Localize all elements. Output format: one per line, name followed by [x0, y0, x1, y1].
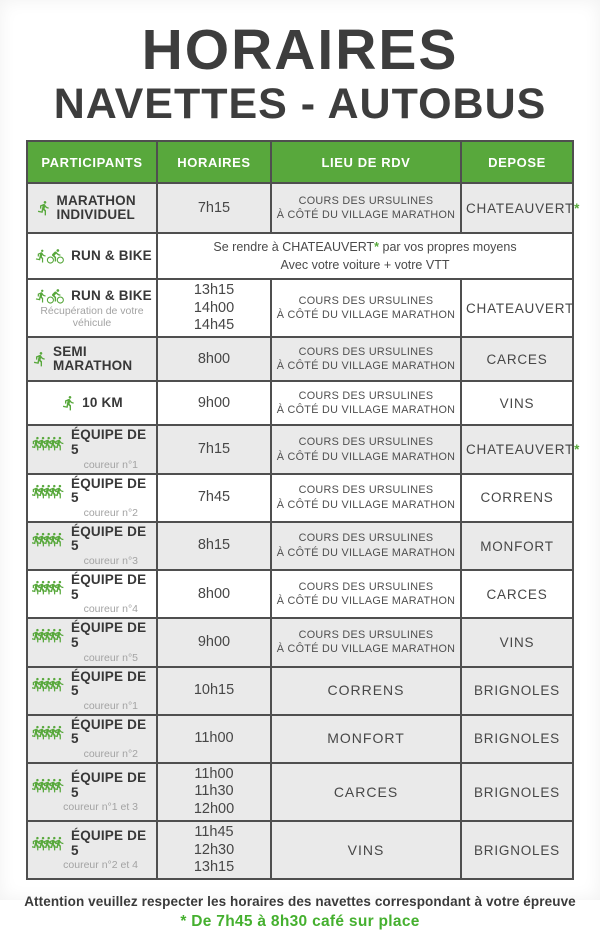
- depose: CARCES: [486, 351, 548, 367]
- table-row: [27, 183, 573, 233]
- time: 8h15: [197, 537, 231, 554]
- time: 7h15: [197, 440, 231, 457]
- note-line2: Avec votre voiture + votre VTT: [280, 258, 450, 273]
- table-row: [27, 763, 573, 821]
- depose: MONFORT: [480, 538, 554, 554]
- header-row: [27, 141, 573, 183]
- depose: CORRENS: [480, 490, 554, 506]
- runner-icon: [36, 200, 52, 216]
- depose: BRIGNOLES: [474, 731, 560, 747]
- asterisk: *: [574, 200, 581, 216]
- note-line1: Se rendre à CHATEAUVERT* par vos propres moyens: [213, 240, 517, 255]
- time: 13h15: [193, 858, 235, 875]
- page-title: HORAIRES: [141, 18, 459, 82]
- participant-subtitle: coureur n°2: [83, 506, 138, 519]
- lieu-line2: À CÔTÉ DU VILLAGE MARATHON: [276, 404, 456, 417]
- team-icon: [32, 532, 66, 547]
- depose: BRIGNOLES: [474, 842, 560, 858]
- participant-title: ÉQUIPE DE 5: [71, 668, 147, 699]
- participant-title: SEMI MARATHON: [53, 343, 133, 374]
- participant-subtitle: coureur n°5: [83, 651, 138, 664]
- time: 8h00: [197, 585, 231, 602]
- table-row: [27, 570, 573, 618]
- footer-asterisk-note: * De 7h45 à 8h30 café sur place: [180, 913, 420, 931]
- participant-subtitle: coureur n°2 et 4: [63, 859, 138, 872]
- participant-title: RUN & BIKE: [71, 248, 152, 263]
- table-row: [27, 337, 573, 381]
- participant-title: 10 KM: [82, 395, 123, 411]
- participant-subtitle: coureur n°1: [83, 699, 138, 712]
- team-icon: [32, 778, 66, 793]
- lieu-line2: À CÔTÉ DU VILLAGE MARATHON: [276, 595, 456, 608]
- time: 7h15: [197, 199, 231, 216]
- asterisk: *: [574, 442, 581, 458]
- participant-title: RUN & BIKE: [71, 288, 152, 304]
- table-row: [27, 233, 573, 279]
- lieu-line2: À CÔTÉ DU VILLAGE MARATHON: [276, 209, 456, 222]
- header-participants: PARTICIPANTS: [27, 141, 157, 183]
- participant-title: ÉQUIPE DE 5: [71, 828, 147, 858]
- runner-icon: [32, 351, 48, 367]
- table-row: [27, 821, 573, 879]
- lieu-line2: À CÔTÉ DU VILLAGE MARATHON: [276, 643, 456, 656]
- depose: BRIGNOLES: [474, 683, 560, 699]
- time: 11h45: [194, 824, 234, 841]
- time: 11h30: [194, 783, 234, 800]
- time: 8h00: [197, 350, 231, 367]
- lieu-line2: À CÔTÉ DU VILLAGE MARATHON: [276, 498, 456, 511]
- team-icon: [32, 628, 66, 643]
- table-row: [27, 618, 573, 666]
- team-icon: [32, 836, 66, 851]
- depose: VINS: [499, 634, 535, 650]
- lieu-line1: CORRENS: [327, 682, 405, 699]
- runner-icon: [61, 395, 77, 411]
- table-row: [27, 715, 573, 763]
- table-row: [27, 425, 573, 473]
- participant-title: ÉQUIPE DE 5: [71, 716, 147, 747]
- time: 12h30: [193, 841, 235, 858]
- depose: CHATEAUVERT: [466, 300, 575, 316]
- participant-subtitle: Récupération de votre véhicule: [40, 304, 144, 329]
- depose: CARCES: [486, 586, 548, 602]
- participant-title: ÉQUIPE DE 5: [71, 620, 147, 650]
- asterisk: *: [374, 240, 380, 255]
- depose: CHATEAUVERT: [466, 442, 575, 458]
- participant-title: ÉQUIPE DE 5: [71, 475, 147, 506]
- page-subtitle: NAVETTES - AUTOBUS: [53, 80, 547, 128]
- table-row: [27, 279, 573, 337]
- participant-subtitle: coureur n°3: [83, 555, 138, 568]
- lieu-line2: À CÔTÉ DU VILLAGE MARATHON: [276, 360, 456, 373]
- team-icon: [32, 725, 66, 740]
- time: 11h00: [194, 730, 234, 747]
- run-bike-icon: [32, 288, 66, 305]
- time: 11h00: [194, 766, 234, 782]
- lieu-line1: CARCES: [333, 783, 399, 800]
- time: 10h15: [193, 681, 235, 698]
- time: 9h00: [197, 394, 231, 411]
- header-lieu: LIEU DE RDV: [271, 141, 461, 183]
- participant-subtitle: coureur n°1 et 3: [63, 801, 138, 814]
- participant-title: ÉQUIPE DE 5: [71, 523, 147, 554]
- table-row: [27, 474, 573, 522]
- team-icon: [32, 580, 66, 595]
- footer-warning: Attention veuillez respecter les horaires des navettes correspondant à votre épreuve: [24, 894, 576, 910]
- lieu-line2: À CÔTÉ DU VILLAGE MARATHON: [276, 450, 456, 463]
- header-depose: DEPOSE: [461, 141, 573, 183]
- time: 14h45: [193, 317, 235, 334]
- lieu-line1: COURS DES URSULINES: [298, 436, 434, 449]
- header-horaires: HORAIRES: [157, 141, 271, 183]
- participant-title: ÉQUIPE DE 5: [71, 427, 147, 458]
- participant-title: MARATHON INDIVIDUEL: [56, 192, 136, 223]
- participant-title: ÉQUIPE DE 5: [71, 572, 147, 602]
- schedule-table: [26, 140, 581, 880]
- depose: VINS: [499, 395, 535, 411]
- time: 12h00: [193, 800, 235, 817]
- lieu-line1: COURS DES URSULINES: [298, 532, 434, 545]
- lieu-line1: VINS: [347, 841, 385, 858]
- time: 13h15: [193, 282, 235, 299]
- team-icon: [32, 484, 66, 499]
- lieu-line1: COURS DES URSULINES: [298, 389, 434, 402]
- lieu-line1: COURS DES URSULINES: [298, 580, 434, 593]
- participant-subtitle: coureur n°1: [83, 458, 138, 471]
- run-bike-icon: [32, 248, 66, 265]
- lieu-line1: COURS DES URSULINES: [298, 294, 434, 307]
- lieu-line2: À CÔTÉ DU VILLAGE MARATHON: [276, 309, 456, 322]
- lieu-line1: MONFORT: [327, 730, 405, 747]
- table-row: [27, 522, 573, 570]
- time: 7h45: [197, 489, 231, 506]
- table-row: [27, 667, 573, 715]
- lieu-line1: COURS DES URSULINES: [298, 194, 434, 207]
- lieu-line1: COURS DES URSULINES: [298, 484, 434, 497]
- table-row: [27, 381, 573, 425]
- lieu-line1: COURS DES URSULINES: [298, 345, 434, 358]
- time: 14h00: [193, 299, 235, 316]
- time: 9h00: [197, 633, 231, 650]
- depose: CHATEAUVERT: [466, 200, 575, 216]
- lieu-line1: COURS DES URSULINES: [298, 628, 434, 641]
- depose: BRIGNOLES: [474, 784, 560, 800]
- lieu-line2: À CÔTÉ DU VILLAGE MARATHON: [276, 547, 456, 560]
- team-icon: [32, 677, 66, 692]
- participant-subtitle: coureur n°2: [83, 747, 138, 760]
- team-icon: [32, 436, 66, 451]
- participant-subtitle: coureur n°4: [83, 603, 138, 616]
- participant-title: ÉQUIPE DE 5: [71, 769, 147, 800]
